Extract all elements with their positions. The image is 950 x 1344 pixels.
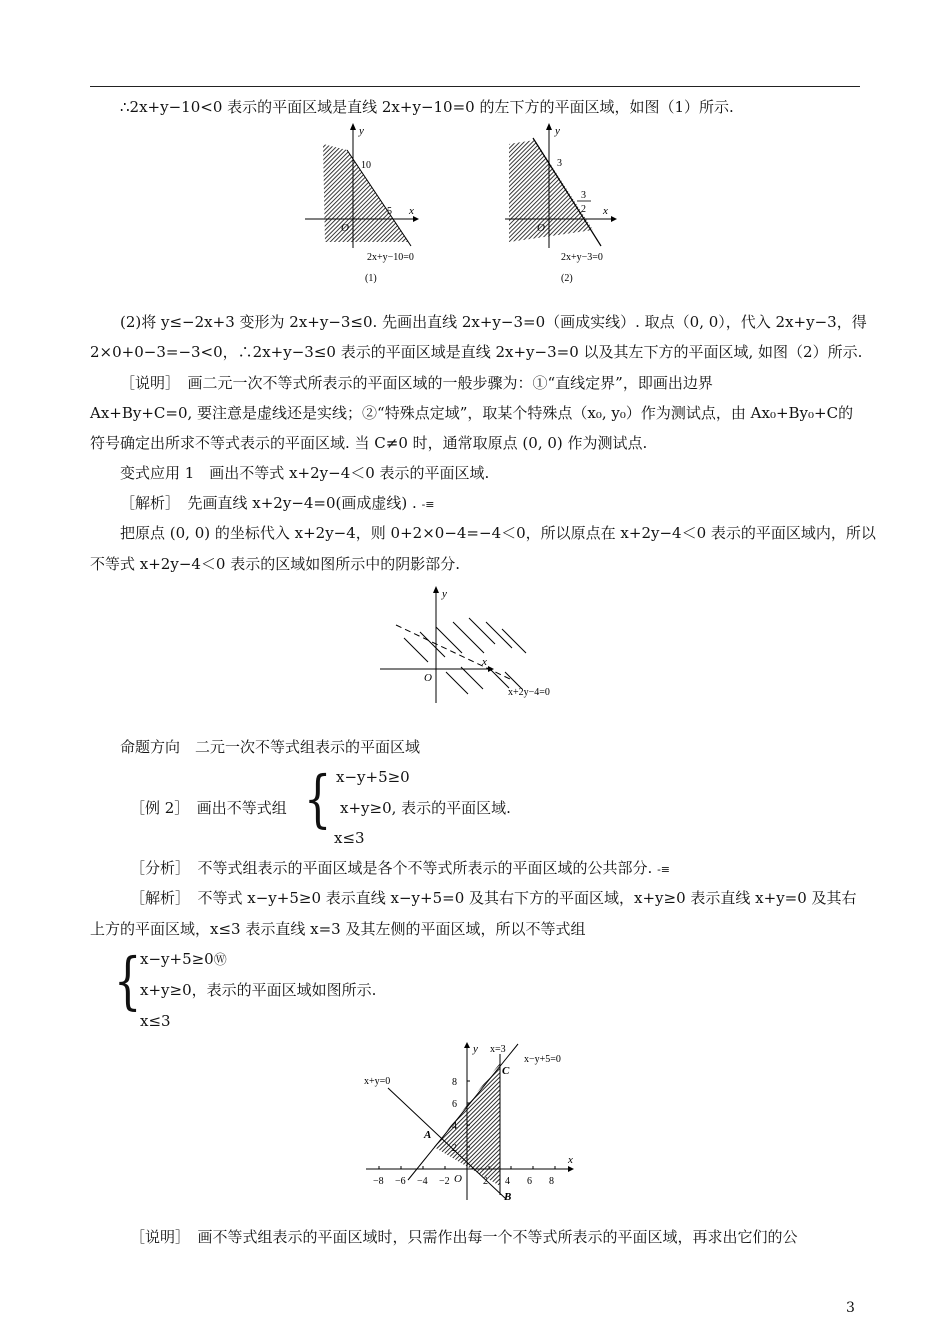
hatch-lines xyxy=(404,618,526,694)
system-row-2: x+y≥0，表示的平面区域如图所示. xyxy=(140,981,377,999)
text-line xyxy=(130,857,670,881)
text-line: 符号确定出所求不等式表示的平面区域. 当 C≠0 时，通常取原点 (0, 0) 作为测试点. xyxy=(90,434,648,452)
figure-1 xyxy=(305,118,435,288)
x-tick-denominator: 2 xyxy=(581,204,586,215)
text-line: 变式应用 1 画出不等式 x+2y−4＜0 表示的平面区域. xyxy=(120,464,490,482)
shaded-region xyxy=(323,144,409,242)
figure-caption: (1) xyxy=(365,273,377,284)
x-tick-label: −2 xyxy=(439,1176,450,1187)
figure-2 xyxy=(505,118,645,288)
text-line: 把原点 (0, 0) 的坐标代入 x+2y−4，则 0+2×0−4=−4＜0，所以原点在 x+2y−4＜0 表示的平面区域内，所以 xyxy=(120,524,876,542)
boundary-line xyxy=(396,625,510,679)
y-tick-label: 4 xyxy=(452,1121,457,1132)
equation-x-minus-y-plus-5: x−y+5=0 xyxy=(524,1054,561,1065)
figure-4 xyxy=(358,1040,598,1210)
y-label: y xyxy=(442,588,447,600)
origin-label: O xyxy=(537,222,545,234)
analysis-text: ［分析］ 不等式组表示的平面区域是各个不等式所表示的平面区域的公共部分. xyxy=(130,859,653,877)
y-label: y xyxy=(555,125,560,137)
text-line: 上方的平面区域，x≤3 表示直线 x=3 及其左侧的平面区域，所以不等式组 xyxy=(90,920,586,938)
x-tick-label: −4 xyxy=(417,1176,428,1187)
x-tick-label: 6 xyxy=(527,1176,532,1187)
x-label: x xyxy=(603,205,608,217)
figure-caption: (2) xyxy=(561,273,573,284)
origin-label: O xyxy=(454,1173,462,1185)
x-tick-label: 8 xyxy=(549,1176,554,1187)
text-line: Ax+By+C=0, 要注意是虚线还是实线；②“特殊点定域”，取某个特殊点（x₀, y₀）作为测试点，由 Ax₀+By₀+C的 xyxy=(90,404,854,422)
x-tick-label: 5 xyxy=(387,206,392,217)
header-rule xyxy=(90,86,860,87)
y-label: y xyxy=(359,125,364,137)
brace: { xyxy=(303,762,332,835)
y-tick-label: 8 xyxy=(452,1077,457,1088)
system-row-3: x≤3 xyxy=(140,1012,171,1030)
y-tick-labels xyxy=(452,1077,457,1154)
text-line: 2×0+0−3=−3<0，∴2x+y−3≤0 表示的平面区域是直线 2x+y−3=0 以及其左下方的平面区域, 如图（2）所示. xyxy=(90,343,863,361)
marker: Ⓦ xyxy=(213,953,227,968)
x-label: x xyxy=(482,656,487,668)
x-label: x xyxy=(568,1154,573,1166)
y-label: y xyxy=(473,1043,478,1055)
system-row-2: x+y≥0, 表示的平面区域. xyxy=(340,799,511,817)
equation-label: x+2y−4=0 xyxy=(508,687,550,698)
x-label: x xyxy=(409,205,414,217)
system-row-1-text: x−y+5≥0 xyxy=(140,950,214,968)
text-line: ［说明］ 画二元一次不等式所表示的平面区域的一般步骤为：①“直线定界”，即画出边界 xyxy=(120,374,713,392)
x-tick-labels xyxy=(373,1176,554,1187)
x-tick-label: 4 xyxy=(505,1176,510,1187)
system-row-3: x≤3 xyxy=(334,829,365,847)
marker: -≡ xyxy=(421,498,435,511)
x-tick-label: −6 xyxy=(395,1176,406,1187)
point-A: A xyxy=(424,1129,432,1141)
text-line: 命题方向 二元一次不等式组表示的平面区域 xyxy=(120,738,421,756)
example-label: ［例 2］ 画出不等式组 xyxy=(130,799,287,817)
text-line: ［解析］ 不等式 x−y+5≥0 表示直线 x−y+5=0 及其右下方的平面区域，x+y≥0 表示直线 x+y=0 及其右 xyxy=(130,889,857,907)
text-line xyxy=(120,492,435,516)
system-row-1: x−y+5≥0 xyxy=(336,768,410,786)
text-line: (2)将 y≤−2x+3 变形为 2x+y−3≤0. 先画出直线 2x+y−3=0（画成实线）. 取点（0, 0），代入 2x+y−3，得 xyxy=(120,313,867,331)
x-tick-label: 2 xyxy=(483,1176,488,1187)
brace: { xyxy=(113,944,142,1017)
system-row-1 xyxy=(140,948,227,972)
text-line: ［说明］ 画不等式组表示的平面区域时，只需作出每一个不等式所表示的平面区域，再求出它们的公 xyxy=(130,1228,798,1246)
point-C: C xyxy=(502,1065,510,1077)
equation-x-plus-y-eq-0: x+y=0 xyxy=(364,1076,391,1087)
x-tick-numerator: 3 xyxy=(581,190,586,201)
point-B: B xyxy=(504,1191,512,1203)
y-tick-label: 6 xyxy=(452,1099,457,1110)
x-tick-label: −8 xyxy=(373,1176,384,1187)
y-tick-label: 10 xyxy=(361,160,371,171)
origin-label: O xyxy=(424,672,432,684)
marker: -≡ xyxy=(657,863,670,876)
y-tick-label: 2 xyxy=(452,1143,457,1154)
equation-label: 2x+y−10=0 xyxy=(367,252,414,263)
text-line: ∴2x+y−10<0 表示的平面区域是直线 2x+y−10=0 的左下方的平面区域，如图（1）所示. xyxy=(120,98,734,116)
equation-label: 2x+y−3=0 xyxy=(561,252,603,263)
text-line: 不等式 x+2y−4＜0 表示的区域如图所示中的阴影部分. xyxy=(90,555,461,573)
equation-x-eq-3: x=3 xyxy=(490,1044,506,1055)
solution-text: ［解析］ 先画直线 x+2y−4=0(画成虚线) . xyxy=(120,494,417,512)
figure-3 xyxy=(370,583,570,713)
y-tick-label: 3 xyxy=(557,158,562,169)
page-number: 3 xyxy=(846,1300,855,1316)
origin-label: O xyxy=(341,222,349,234)
